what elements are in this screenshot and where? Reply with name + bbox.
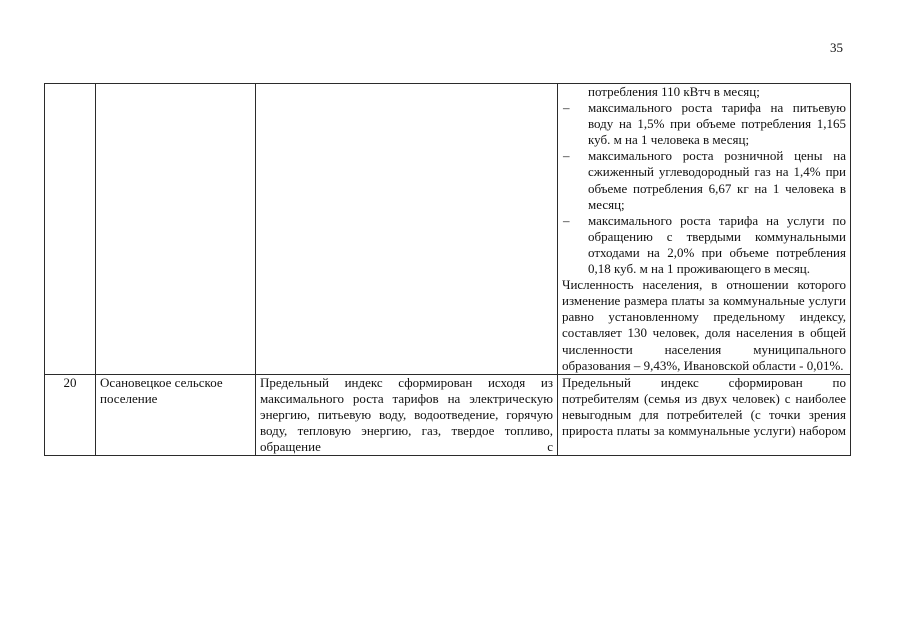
index-table <box>44 83 851 456</box>
list-item-text: максимального роста розничной цены на сжиженный углеводородный газ на 1,4% при объеме потребления 6,67 кг на 1 человека в месяц; <box>588 148 846 212</box>
list-item-text: максимального роста тарифа на питьевую воду на 1,5% при объеме потребления 1,165 куб. м на 1 человека в месяц; <box>588 100 846 148</box>
dash-mark: – <box>563 212 570 228</box>
list-item-text: максимального роста тарифа на услуги по обращению с твердыми коммунальными отходами на 2,0% при объеме потребления 0,18 куб. м на 1 проживающего в месяц. <box>588 212 846 277</box>
consumers-cell <box>558 84 851 375</box>
municipality-cell <box>96 84 256 375</box>
index-basis-text: Предельный индекс сформирован исходя из максимального роста тарифов на электрическую энергию, питьевую воду, водоотведение, горячую воду, тепловую энергию, газ, твердое топливо, обращение с <box>256 374 558 455</box>
list-item <box>562 100 846 148</box>
list-item <box>562 213 846 277</box>
table-row <box>45 84 851 375</box>
page-number: 35 <box>830 40 843 55</box>
growth-list <box>562 84 846 277</box>
consumer-group-text: Предельный индекс сформирован по потребителям (семья из двух человек) с наиболее невыгодным для потребителей (с точки зрения прироста платы за коммунальные услуги) набором <box>558 374 851 455</box>
row-number-cell <box>45 84 96 375</box>
list-item <box>562 148 846 212</box>
row-number: 20 <box>45 374 96 455</box>
dash-mark: – <box>563 148 570 164</box>
table-row <box>45 374 851 455</box>
dash-mark: – <box>563 100 570 116</box>
population-summary: Численность населения, в отношении которого изменение размера платы за коммунальные услуги равно установленному предельному индексу, составляет 130 человек, доля населения в общей численности населения муниципального образования – 9,43%, Ивановской области - 0,01%. <box>562 277 846 373</box>
municipality-name: Осановецкое сельское поселение <box>96 374 256 455</box>
list-item-continuation: потребления 110 кВтч в месяц; <box>588 84 760 99</box>
basis-cell <box>256 84 558 375</box>
